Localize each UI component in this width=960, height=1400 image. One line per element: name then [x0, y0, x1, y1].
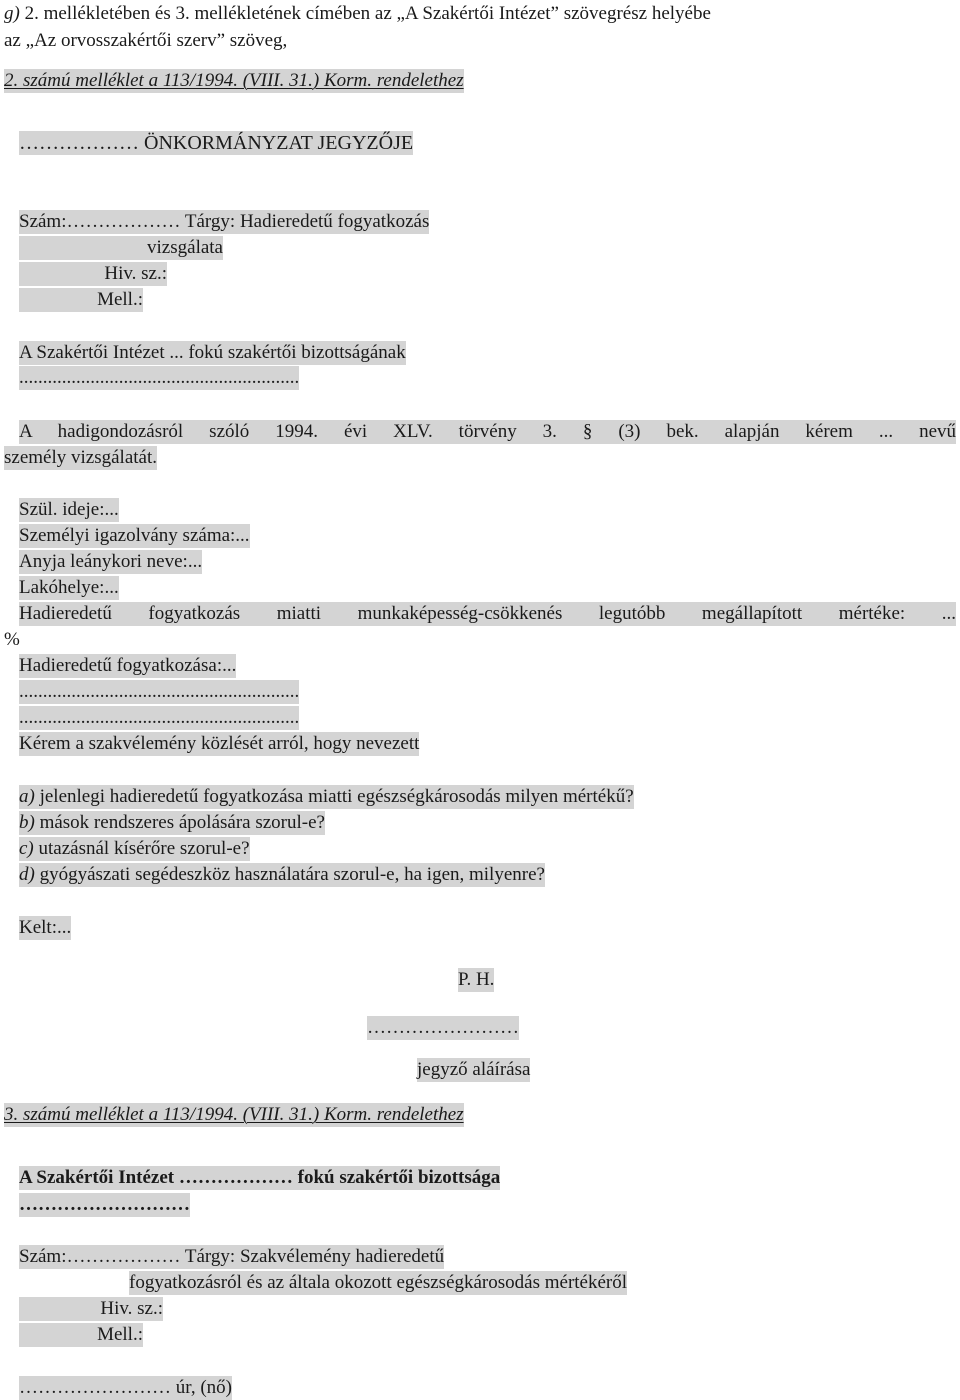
field-munkakepesseg: Hadieredetű fogyatkozás miatti munkaképesség-csökkenés legutóbb megállapított mértéke: ...: [19, 603, 956, 624]
annex3-hiv-sz: Hiv. sz.:: [19, 1297, 163, 1321]
annex3-title-2: ………………………: [19, 1194, 190, 1215]
annex3-ur-no: …………………… úr, (nő): [19, 1377, 232, 1398]
percent-sign: %: [4, 629, 20, 650]
intro-line-2: az „Az orvosszakértői szerv” szöveg,: [4, 30, 288, 51]
annex3-mell: Mell.:: [19, 1323, 143, 1347]
field-szul: Szül. ideje:...: [19, 499, 119, 520]
question-d: d) gyógyászati segédeszköz használatára szorul-e, ha igen, milyenre?: [19, 864, 545, 885]
request-line-2: személy vizsgálatát.: [4, 447, 157, 468]
question-a: a) jelenlegi hadieredetű fogyatkozása miatti egészségkárosodás milyen mértékű?: [19, 786, 634, 807]
field-dots-2: ...........................................................: [19, 707, 300, 728]
intro-line-1: g) 2. mellékletében és 3. mellékletének címében az „A Szakértői Intézet” szövegrész helyébe: [4, 3, 711, 24]
targy-continuation: vizsgálata: [19, 236, 223, 260]
annex3-szam-targy: Szám:……………… Tárgy: Szakvélemény hadieredetű: [19, 1246, 445, 1267]
field-lakohely: Lakóhelye:...: [19, 577, 119, 598]
annex3-heading: 3. számú melléklet a 113/1994. (VIII. 31.) Korm. rendelethez: [4, 1104, 464, 1125]
signature-line: ……………………: [367, 1017, 519, 1038]
question-b: b) mások rendszeres ápolására szorul-e?: [19, 812, 325, 833]
field-szemelyi: Személyi igazolvány száma:...: [19, 525, 250, 546]
szam-targy-line: Szám:……………… Tárgy: Hadieredetű fogyatkozás: [19, 211, 430, 232]
field-fogyatkozasa: Hadieredetű fogyatkozása:...: [19, 655, 237, 676]
addressee-line-2: ...........................................................: [19, 367, 300, 388]
annex3-title-1: A Szakértői Intézet ……………… fokú szakértői bizottsága: [19, 1167, 501, 1188]
field-anyja: Anyja leánykori neve:...: [19, 551, 203, 572]
hiv-sz-label: Hiv. sz.:: [19, 262, 167, 286]
annex3-targy-continuation: fogyatkozásról és az általa okozott egészségkárosodás mértékéről: [129, 1272, 628, 1293]
office-title: ……………… ÖNKORMÁNYZAT JEGYZŐJE: [19, 132, 414, 154]
mell-label: Mell.:: [19, 288, 143, 312]
question-c: c) utazásnál kísérőre szorul-e?: [19, 838, 250, 859]
ph-label: P. H.: [458, 969, 495, 990]
field-dots-1: ...........................................................: [19, 681, 300, 702]
annex2-heading: 2. számú melléklet a 113/1994. (VIII. 31.) Korm. rendelethez: [4, 70, 464, 91]
signature-label: jegyző aláírása: [417, 1059, 531, 1080]
request-line-1: A hadigondozásról szóló 1994. évi XLV. törvény 3. § (3) bek. alapján kérem ... nevű: [19, 421, 956, 442]
kelt-line: Kelt:...: [19, 917, 72, 938]
addressee-line-1: A Szakértői Intézet ... fokú szakértői bizottságának: [19, 342, 406, 363]
intro-text-1: 2. mellékletében és 3. mellékletének címében az „A Szakértői Intézet” szövegrész helyébe: [24, 3, 711, 24]
kerem-line: Kérem a szakvélemény közlését arról, hogy nevezett: [19, 733, 420, 754]
